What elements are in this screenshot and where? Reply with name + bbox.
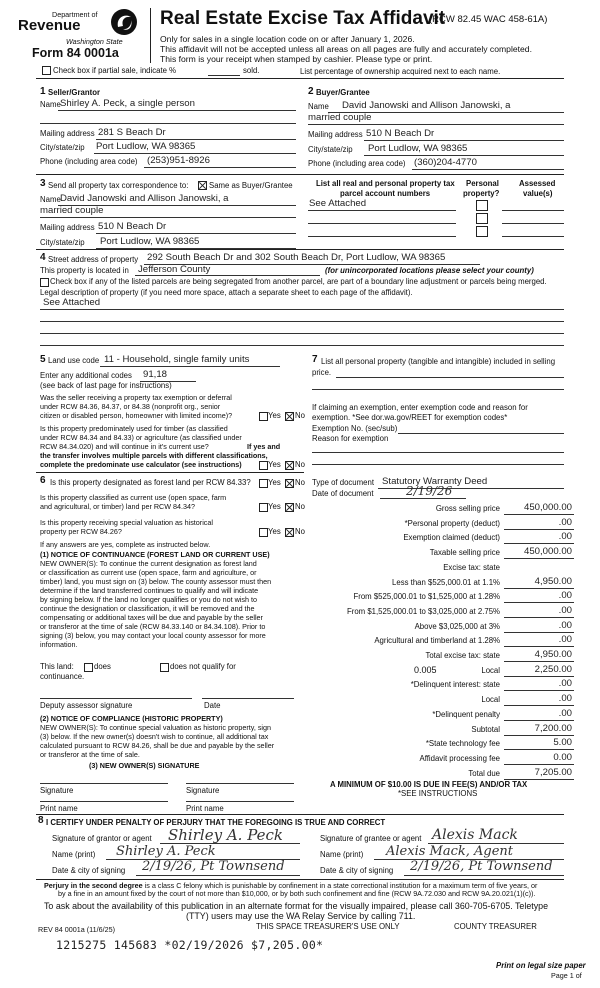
buyer-city-field[interactable]: Port Ludlow, WA 98365 xyxy=(368,143,468,154)
parcel-line-2 xyxy=(308,223,456,224)
sec3-mail-field[interactable]: 510 N Beach Dr xyxy=(98,221,167,232)
partial-sale-label: Check box if partial sale, indicate % xyxy=(53,66,177,75)
sec3-city-label: City/state/zip xyxy=(40,238,85,247)
swirl-logo-icon xyxy=(110,8,138,36)
land-use-field[interactable]: 11 - Household, single family units xyxy=(104,354,250,365)
exemption-no-checkbox[interactable] xyxy=(285,412,294,421)
tax-row-value[interactable]: .00 xyxy=(558,605,572,616)
new-owner-sig-title: (3) NEW OWNER(S) SIGNATURE xyxy=(89,761,200,770)
forest-no-checkbox[interactable] xyxy=(285,479,294,488)
sec2-bottom-rule xyxy=(36,174,564,175)
tax-row-label: From $525,000.01 to $1,525,000 at 1.28% xyxy=(353,592,500,601)
does-not-qualify-checkbox[interactable] xyxy=(160,663,169,672)
tax-row-label: Local xyxy=(481,666,500,675)
personal-header-1: Personal xyxy=(466,179,499,188)
seller-mail-label: Mailing address xyxy=(40,129,95,138)
does-label: does xyxy=(94,662,111,671)
exemption-reason-line-1 xyxy=(312,452,564,453)
grantee-name-label: Name (print) xyxy=(320,850,364,859)
grantee-date-line xyxy=(404,875,564,876)
notice2-line: or transferor at the time of sale. xyxy=(40,750,140,759)
sec8-num: 8 xyxy=(38,815,44,826)
buyer-phone-label: Phone (including area code) xyxy=(308,159,406,168)
legal-line-3 xyxy=(40,333,564,334)
notice1-line: determine if the land transferred continues to qualify and will indicate xyxy=(40,586,259,595)
does-not-label: does not qualify for xyxy=(170,662,236,671)
seller-city-line xyxy=(94,153,296,154)
this-land-label: This land: xyxy=(40,662,74,671)
tax-row-label: Above $3,025,000 at 3% xyxy=(414,622,500,631)
page-number: Page 1 of xyxy=(551,971,582,980)
buyer-mail-line xyxy=(364,140,564,141)
seller-city-label: City/state/zip xyxy=(40,143,85,152)
tax-row-value[interactable]: .00 xyxy=(558,590,572,601)
treasurer-use-label: THIS SPACE TREASURER'S USE ONLY xyxy=(256,922,400,931)
dept-logo xyxy=(18,8,140,50)
segregated-checkbox[interactable] xyxy=(40,278,49,287)
seller-name-line2 xyxy=(40,123,296,124)
tax-row-label: Less than $525,000.01 at 1.1% xyxy=(392,578,500,587)
deputy-date-label: Date xyxy=(204,701,221,710)
buyer-name-line2 xyxy=(308,124,564,125)
tax-row-label: Subtotal xyxy=(471,725,500,734)
personal-header-2: property? xyxy=(463,189,500,198)
sec3-name-field[interactable]: David Janowski and Allison Janowski, a xyxy=(60,193,229,204)
header-line2: This affidavit will not be accepted unless all areas on all pages are fully and accurately completed. xyxy=(160,44,532,54)
owner-print-line-1 xyxy=(40,801,168,802)
timber-no-label: No xyxy=(295,460,305,469)
notice2-line: (3) below. If the new owner(s) doesn't wish to continue, all additional tax xyxy=(40,732,269,741)
if-yes-note: If any answers are yes, complete as instructed below. xyxy=(40,540,211,549)
buyer-name-label: Name xyxy=(308,102,329,111)
tax-row-label: *Delinquent penalty xyxy=(432,710,500,719)
legal-field[interactable]: See Attached xyxy=(43,297,101,308)
dept-line3: Washington State xyxy=(66,37,123,46)
q-timber-4: the transfer involves multiple parcels with different classifications, xyxy=(40,451,268,460)
q-timber-5: complete the predominate use calculator (see instructions) xyxy=(40,460,242,469)
tax-row-label: Gross selling price xyxy=(435,504,500,513)
additional-codes-field[interactable]: 91,18 xyxy=(143,369,168,380)
grantor-signature[interactable]: Shirley A. Peck xyxy=(168,826,283,844)
assessed-line-3 xyxy=(502,236,564,237)
forest-yes-label: Yes xyxy=(268,478,281,487)
q-current-use-2: and agricultural, or timber) land per RCW 84.34? xyxy=(40,502,196,511)
parcel-header-2: parcel account numbers xyxy=(340,189,431,198)
historic-no-label: No xyxy=(295,527,305,536)
seller-heading: Seller/Grantor xyxy=(48,88,100,97)
tax-row-line xyxy=(504,676,574,677)
sec3-mail-line xyxy=(96,233,296,234)
seller-phone-line xyxy=(144,167,296,168)
notice1-line: or classification as current use (open space, farm and agriculture, or xyxy=(40,568,257,577)
header-line3: This form is your receipt when stamped by cashier. Please type or print. xyxy=(160,54,433,64)
owner-print-label-2: Print name xyxy=(186,804,224,813)
segregated-label: Check box if any of the listed parcels are being segregated from another parcel, are part of a boundary line adjustment or parcels being merged. xyxy=(50,277,547,286)
sec3-num: 3 xyxy=(40,178,46,189)
see-back-note: (see back of last page for instructions) xyxy=(40,381,172,390)
certify-label: I CERTIFY UNDER PENALTY OF PERJURY THAT THE FOREGOING IS TRUE AND CORRECT xyxy=(46,818,386,827)
q-timber-3: RCW 84.34.020) and will continue in it's current use? xyxy=(40,442,209,451)
sec3-name-field-2[interactable]: married couple xyxy=(40,205,104,216)
tax-row-line xyxy=(504,735,574,736)
owner-print-label-1: Print name xyxy=(40,804,78,813)
q-exemption-3: citizen or disabled person, homeowner with limited income)? xyxy=(40,411,233,420)
q-forest: Is this property designated as forest land per RCW 84.33? xyxy=(50,478,251,487)
continuance-label: continuance. xyxy=(40,672,85,681)
historic-no-checkbox[interactable] xyxy=(285,528,294,537)
seller-phone-label: Phone (including area code) xyxy=(40,157,138,166)
parcel-line-3 xyxy=(308,236,456,237)
sec7-line-2 xyxy=(312,389,564,390)
historic-yes-checkbox[interactable] xyxy=(259,528,268,537)
deputy-sig-line xyxy=(40,698,192,699)
receipt-stamp: 1215275 145683 *02/19/2026 $7,205.00* xyxy=(56,938,324,952)
parcel-header-1: List all real and personal property tax xyxy=(316,179,455,188)
county-line xyxy=(135,275,320,276)
tax-row-line xyxy=(504,690,574,691)
owner-sig-label-2: Signature xyxy=(186,786,220,795)
sec7-label-2: price. xyxy=(312,368,332,377)
ownership-note: List percentage of ownership acquired next to each name. xyxy=(300,67,501,76)
exemption-yes-label: Yes xyxy=(268,411,281,420)
partial-percent-field[interactable] xyxy=(208,75,240,76)
sec7-label-1: List all personal property (tangible and intangible) included in selling xyxy=(321,357,556,366)
tax-row-line xyxy=(504,764,574,765)
seller-num: 1 xyxy=(40,86,46,97)
notice2-body xyxy=(40,723,308,759)
tax-row-label: *Delinquent interest: state xyxy=(410,680,500,689)
partial-sale-checkbox[interactable] xyxy=(42,66,51,75)
sec3-name-line2 xyxy=(40,217,296,218)
notice2-line: calculated pursuant to RCW 84.26, shall be due and payable by the seller xyxy=(40,741,275,750)
sec4-num: 4 xyxy=(40,252,46,263)
tax-row-label: Taxable selling price xyxy=(429,548,500,557)
tax-row-value[interactable]: .00 xyxy=(558,620,572,631)
doc-type-field[interactable]: Statutory Warranty Deed xyxy=(382,476,488,487)
exemption-no-label: Exemption No. (sec/sub) xyxy=(312,424,398,433)
sec5-num: 5 xyxy=(40,354,46,365)
exemption-reason-line-2 xyxy=(312,464,564,465)
tax-row-label: *Personal property (deduct) xyxy=(404,519,500,528)
owner-sig-label-1: Signature xyxy=(40,786,74,795)
seller-name-label: Name xyxy=(40,100,61,109)
tax-row-line xyxy=(504,588,574,589)
local-rate-field[interactable]: 0.005 xyxy=(414,665,437,675)
tax-row-value[interactable]: .00 xyxy=(558,531,572,542)
current-use-yes-checkbox[interactable] xyxy=(259,503,268,512)
notice1-body xyxy=(40,559,308,649)
sec7-num: 7 xyxy=(312,354,318,365)
grantor-name-label: Name (print) xyxy=(52,850,96,859)
seller-mail-line xyxy=(96,139,296,140)
q-historic-1: Is this property receiving special valuation as historical xyxy=(40,518,213,527)
grantee-date-field[interactable]: 2/19/26, Pt Townsend xyxy=(410,859,553,874)
current-use-no-label: No xyxy=(295,502,305,511)
grantor-sig-label: Signature of grantor or agent xyxy=(52,834,152,843)
seller-name-line xyxy=(58,110,296,111)
current-use-no-checkbox[interactable] xyxy=(285,503,294,512)
rev-label: REV 84 0001a (11/6/25) xyxy=(38,925,115,934)
tax-row-label: Total excise tax: state xyxy=(425,651,500,660)
owner-sig-line-1 xyxy=(40,783,168,784)
tax-row-line xyxy=(504,602,574,603)
forest-no-label: No xyxy=(295,478,305,487)
tax-row-value[interactable]: 7,205.00 xyxy=(534,767,572,778)
personal-checkbox-2[interactable] xyxy=(476,213,488,224)
form-number: Form 84 0001a xyxy=(32,46,119,60)
grantee-name-field[interactable]: Alexis Mack, Agent xyxy=(386,844,514,859)
tax-row-label: Agricultural and timberland at 1.28% xyxy=(374,636,500,645)
exemption-note-2: exemption. *See dor.wa.gov/REET for exemption codes* xyxy=(312,413,508,422)
header-line1: Only for sales in a single location code on or after January 1, 2026. xyxy=(160,34,415,44)
buyer-phone-field[interactable]: (360)204-4770 xyxy=(414,157,477,168)
q-exemption-1: Was the seller receiving a property tax exemption or deferral xyxy=(40,393,232,402)
buyer-city-label: City/state/zip xyxy=(308,145,353,154)
notice1-line: by signing below. If the land no longer qualifies or you do not wish to xyxy=(40,595,257,604)
tax-row-line xyxy=(504,558,574,559)
tax-row-value[interactable]: 4,950.00 xyxy=(534,649,572,660)
owner-sig-line-2 xyxy=(186,783,294,784)
tax-row-value[interactable]: .00 xyxy=(558,634,572,645)
notice1-line: continue the designation or classification, it will be removed and the xyxy=(40,604,255,613)
tax-row-label: Affidavit processing fee xyxy=(419,754,500,763)
current-use-yes-label: Yes xyxy=(268,502,281,511)
county-field[interactable]: Jefferson County xyxy=(138,264,211,275)
minimum-note-2: *SEE INSTRUCTIONS xyxy=(398,789,478,798)
assessed-header-1: Assessed xyxy=(519,179,556,188)
tax-row-value[interactable]: 2,250.00 xyxy=(534,664,572,675)
buyer-name-field[interactable]: David Janowski and Allison Janowski, a xyxy=(342,100,511,111)
seller-mail-field[interactable]: 281 S Beach Dr xyxy=(98,127,166,138)
tax-row-label: Local xyxy=(481,695,500,704)
same-as-buyer-checkbox[interactable] xyxy=(198,181,207,190)
sec3-bottom-rule xyxy=(36,249,564,250)
legal-label: Legal description of property (if you need more space, attach a separate sheet to each page of the affidavit). xyxy=(40,288,413,297)
exemption-no-label: No xyxy=(295,411,305,420)
q-exemption-2: under RCW 84.36, 84.37, or 84.38 (nonprofit org., senior xyxy=(40,402,221,411)
exemption-reason-label: Reason for exemption xyxy=(312,434,389,443)
timber-yes-label: Yes xyxy=(268,460,281,469)
doc-date-field[interactable]: 2/19/26 xyxy=(406,484,453,498)
land-use-label: Land use code xyxy=(48,356,100,365)
tax-row-label: Excise tax: state xyxy=(443,563,500,572)
doc-type-label: Type of document xyxy=(312,478,374,487)
additional-codes-label: Enter any additional codes xyxy=(40,371,132,380)
partial-sold-label: sold. xyxy=(243,66,260,75)
sec3-city-field[interactable]: Port Ludlow, WA 98365 xyxy=(100,236,200,247)
alt-format-1: To ask about the availability of this publication in an alternate format for the visually impaired, please call 360-705-6705. Teletype xyxy=(44,901,549,911)
parcel-line-1 xyxy=(308,210,456,211)
header-bottom-rule xyxy=(36,78,564,79)
sec8-bottom-rule xyxy=(36,879,564,880)
legal-line-4 xyxy=(40,345,564,346)
tax-row-value[interactable]: 7,200.00 xyxy=(534,723,572,734)
dept-line1: Department of xyxy=(52,10,98,19)
tax-row-line xyxy=(504,632,574,633)
q-historic-2: property per RCW 84.26? xyxy=(40,527,122,536)
tax-row-line xyxy=(504,646,574,647)
tax-row-line xyxy=(504,749,574,750)
historic-yes-label: Yes xyxy=(268,527,281,536)
personal-checkbox-3[interactable] xyxy=(476,226,488,237)
dept-line2: Revenue xyxy=(18,17,81,34)
grantor-date-label: Date & city of signing xyxy=(52,866,126,875)
seller-name-field[interactable]: Shirley A. Peck, a single person xyxy=(60,98,195,109)
notice2-title: (2) NOTICE OF COMPLIANCE (HISTORIC PROPERTY) xyxy=(40,714,223,723)
legal-line-1 xyxy=(40,309,564,310)
tax-row-line xyxy=(504,514,574,515)
seller-phone-field[interactable]: (253)951-8926 xyxy=(147,155,210,166)
exemption-note-1: If claiming an exemption, enter exemption code and reason for xyxy=(312,403,528,412)
grantor-name-field[interactable]: Shirley A. Peck xyxy=(116,844,216,859)
same-as-buyer-label: Same as Buyer/Grantee xyxy=(209,181,293,190)
tax-row-label: Total due xyxy=(468,769,500,778)
parcel-field-1[interactable]: See Attached xyxy=(309,198,367,209)
street-label: Street address of property xyxy=(48,255,139,264)
personal-checkbox-1[interactable] xyxy=(476,200,488,211)
land-use-line xyxy=(100,366,280,367)
buyer-mail-label: Mailing address xyxy=(308,130,363,139)
owner-print-line-2 xyxy=(186,801,294,802)
located-label: This property is located in xyxy=(40,266,129,275)
grantor-date-line xyxy=(136,875,300,876)
sec8-top-rule xyxy=(36,814,564,815)
county-treasurer-label: COUNTY TREASURER xyxy=(454,922,537,931)
does-qualify-checkbox[interactable] xyxy=(84,663,93,672)
tax-row-value[interactable]: 4,950.00 xyxy=(534,576,572,587)
buyer-mail-field[interactable]: 510 N Beach Dr xyxy=(366,128,435,139)
legal-line-2 xyxy=(40,321,564,322)
header-divider xyxy=(150,8,151,63)
assessed-line-1 xyxy=(502,210,564,211)
rcw-ref: (RCW 82.45 WAC 458-61A) xyxy=(429,14,548,25)
tax-row-label: *State technology fee xyxy=(425,739,500,748)
timber-yes-checkbox[interactable] xyxy=(259,461,268,470)
buyer-phone-line xyxy=(412,169,564,170)
doc-date-line xyxy=(380,498,466,499)
tax-row-line xyxy=(504,529,574,530)
tax-row-value[interactable]: .00 xyxy=(558,693,572,704)
notice1-line: or transferor at the time of sale (RCW 84.33.140 or 84.34.108). Prior to xyxy=(40,622,266,631)
grantee-sig-label: Signature of grantee or agent xyxy=(320,834,422,843)
exemption-yes-checkbox[interactable] xyxy=(259,412,268,421)
buyer-city-line xyxy=(364,155,564,156)
tax-row-value[interactable]: .00 xyxy=(558,517,572,528)
notice1-line: signing (3) below, you may contact your local county assessor for more xyxy=(40,631,266,640)
sec3-name-label: Name xyxy=(40,195,61,204)
notice1-line: information. xyxy=(40,640,78,649)
grantee-signature[interactable]: Alexis Mack xyxy=(432,827,518,843)
assessed-header-2: value(s) xyxy=(523,189,553,198)
tax-row-label: Exemption claimed (deduct) xyxy=(403,533,500,542)
perjury-text: is a class C felony which is punishable by confinement in a state correctional institution for a maximum term of five years, or xyxy=(142,881,538,890)
tax-row-line xyxy=(504,617,574,618)
tax-row-label: From $1,525,000.01 to $3,025,000 at 2.75% xyxy=(346,607,500,616)
q-current-use-1: Is this property classified as current use (open space, farm xyxy=(40,493,227,502)
perjury-line-2: by a fine in an amount fixed by the court of not more than $10,000, or by both such confinement and fine (RCW 9A.72.030 and RCW 9A.20.021(1)(c)). xyxy=(58,889,536,898)
sec6-num: 6 xyxy=(40,475,46,486)
tax-row-line xyxy=(504,543,574,544)
grantor-date-field[interactable]: 2/19/26, Pt Townsend xyxy=(142,859,285,874)
unincorporated-note: (for unincorporated locations please select your county) xyxy=(325,266,534,275)
page-title: Real Estate Excise Tax Affidavit xyxy=(160,8,446,29)
doc-date-label: Date of document xyxy=(312,489,374,498)
minimum-note-1: A MINIMUM OF $10.00 IS DUE IN FEE(S) AND/OR TAX xyxy=(330,780,528,789)
notice2-line: NEW OWNER(S): To continue special valuation as historic property, sign xyxy=(40,723,272,732)
tax-row-line xyxy=(504,661,574,662)
buyer-name-field-2[interactable]: married couple xyxy=(308,112,372,123)
assessed-line-2 xyxy=(502,223,564,224)
sec3-label: Send all property tax correspondence to: xyxy=(48,181,189,190)
q-timber-1: Is this property predominately used for timber (as classified xyxy=(40,424,228,433)
notice1-line: timber) land, you must sign on (3) below. The county assessor must then xyxy=(40,577,272,586)
tax-row-value[interactable]: 5.00 xyxy=(553,737,572,748)
tax-row-value[interactable]: .00 xyxy=(558,678,572,689)
sec3-mail-label: Mailing address xyxy=(40,223,95,232)
notice1-line: compensating or additional taxes will be due and payable by the seller xyxy=(40,613,263,622)
notice1-title: (1) NOTICE OF CONTINUANCE (FOREST LAND OR CURRENT USE) xyxy=(40,550,270,559)
buyer-num: 2 xyxy=(308,86,314,97)
street-field[interactable]: 292 South Beach Dr and 302 South Beach Dr, Port Ludlow, WA 98365 xyxy=(147,252,446,263)
perjury-bold: Perjury in the second degree xyxy=(44,881,143,890)
q-timber-2: under RCW 84.34 and 84.33) or agriculture (as classified under xyxy=(40,433,242,442)
legal-paper-note: Print on legal size paper xyxy=(496,961,586,970)
alt-format-2: (TTY) users may use the WA Relay Service by calling 711. xyxy=(186,911,416,921)
tax-row-value[interactable]: 0.00 xyxy=(553,752,572,763)
sec5-bottom-rule xyxy=(36,472,304,473)
timber-no-checkbox[interactable] xyxy=(285,461,294,470)
sec7-line-1 xyxy=(336,377,564,378)
tax-row-value[interactable]: 450,000.00 xyxy=(523,502,572,513)
notice1-line: NEW OWNER(S): To continue the current designation as forest land xyxy=(40,559,257,568)
exemption-no-line xyxy=(398,433,564,434)
tax-row-line xyxy=(504,720,574,721)
deputy-date-line xyxy=(202,698,294,699)
forest-yes-checkbox[interactable] xyxy=(259,479,268,488)
tax-row-value[interactable]: 450,000.00 xyxy=(523,546,572,557)
grantee-date-label: Date & city of signing xyxy=(320,866,394,875)
seller-city-field[interactable]: Port Ludlow, WA 98365 xyxy=(96,141,196,152)
tax-row-value[interactable]: .00 xyxy=(558,708,572,719)
buyer-heading: Buyer/Grantee xyxy=(316,88,370,97)
q-timber-3-bold: If yes and xyxy=(247,442,281,451)
tax-row-line xyxy=(504,705,574,706)
deputy-label: Deputy assessor signature xyxy=(40,701,133,710)
